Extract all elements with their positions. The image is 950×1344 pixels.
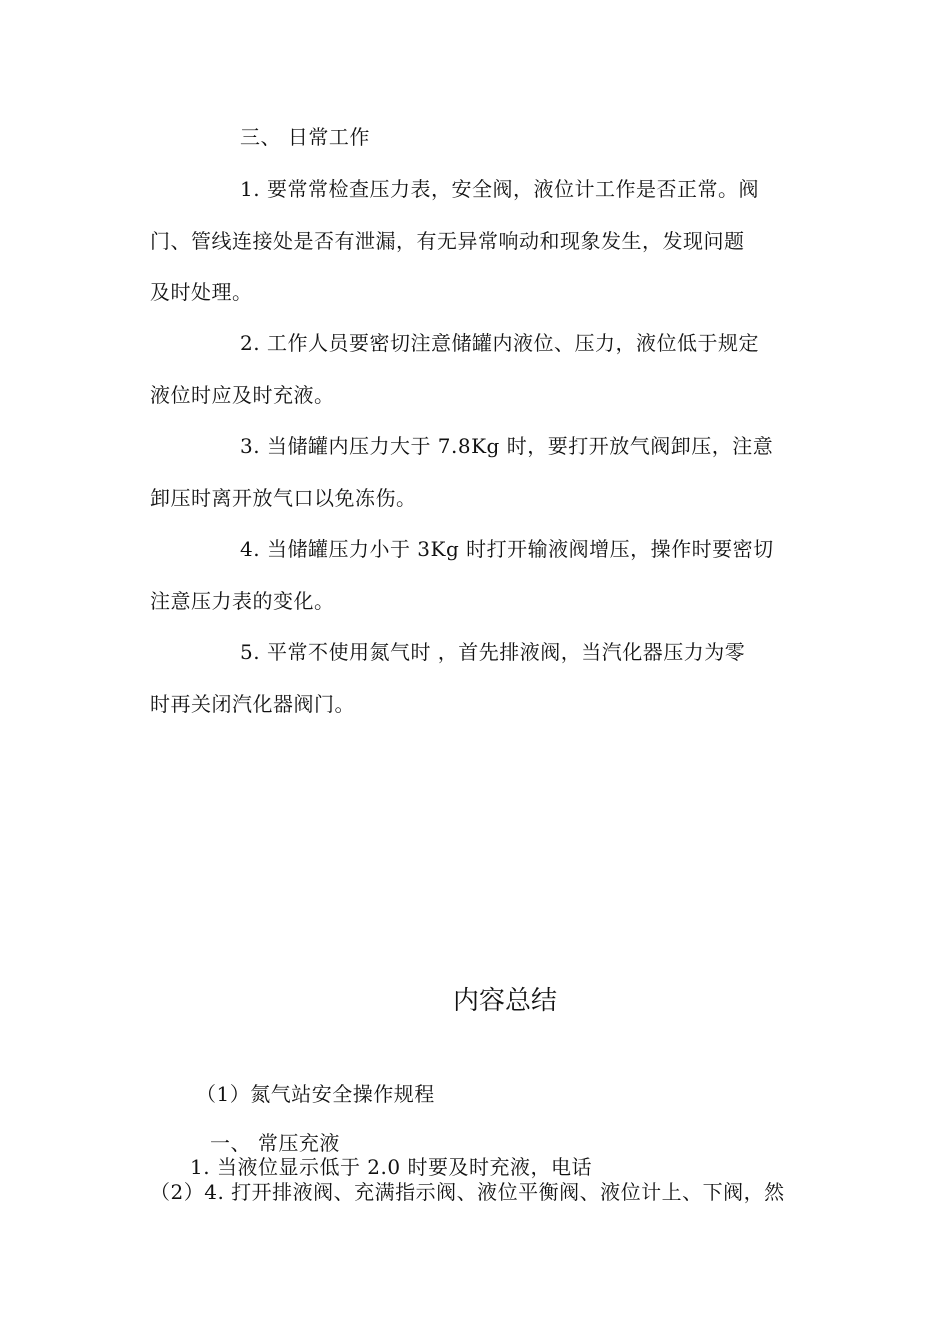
item-1-line-3: 及时处理。 [150,280,253,304]
item-2-line-2: 液位时应及时充液。 [150,383,335,407]
item-2-line-1: 2. 工作人员要密切注意储罐内液位、压力，液位低于规定 [240,331,759,355]
summary-title: 内容总结 [452,986,557,1016]
item-1-line-2: 门、管线连接处是否有泄漏，有无异常响动和现象发生，发现问题 [150,229,745,253]
item-4-line-1: 4. 当储罐压力小于 3Kg 时打开输液阀增压，操作时要密切 [240,537,774,561]
summary-line-1: （1）氮气站安全操作规程 [196,1082,435,1106]
summary-line-3: 1. 当液位显示低于 2.0 时要及时充液，电话 [190,1155,592,1179]
section-heading: 三、 日常工作 [240,125,370,149]
item-1-line-1: 1. 要常常检查压力表，安全阀，液位计工作是否正常。阀 [240,177,759,201]
summary-line-2: 一、 常压充液 [210,1131,340,1155]
item-5-line-2: 时再关闭汽化器阀门。 [150,692,355,716]
summary-line-4: （2）4. 打开排液阀、充满指示阀、液位平衡阀、液位计上、下阀，然 [150,1180,785,1204]
item-5-line-1: 5. 平常不使用氮气时 ，首先排液阀，当汽化器压力为零 [240,640,746,664]
item-3-line-2: 卸压时离开放气口以免冻伤。 [150,486,417,510]
item-4-line-2: 注意压力表的变化。 [150,589,335,613]
item-3-line-1: 3. 当储罐内压力大于 7.8Kg 时，要打开放气阀卸压，注意 [240,434,774,458]
